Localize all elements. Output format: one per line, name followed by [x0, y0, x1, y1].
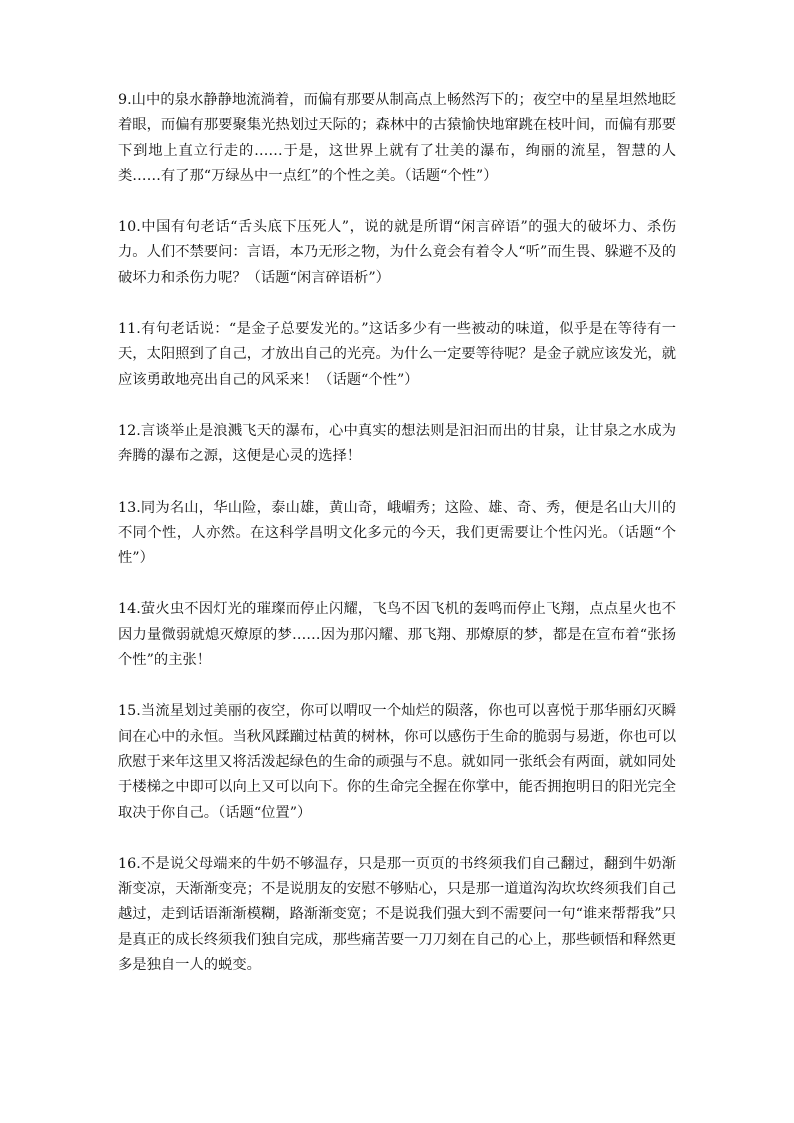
- paragraph-12: 12.言谈举止是浪溅飞天的瀑布，心中真实的想法则是汩汩而出的甘泉，让甘泉之水成为奔腾的瀑布之源，这便是心灵的选择！: [118, 422, 676, 465]
- paragraph-16: 16.不是说父母端来的牛奶不够温存，只是那一页页的书终须我们自己翻过，翻到牛奶渐渐变凉，天渐渐变亮；不是说朋友的安慰不够贴心，只是那一道道沟沟坎坎终须我们自己越过，走到话语渐渐模糊，路渐渐变宽；不是说我们强大到不需要问一句“谁来帮帮我”只是真正的成长终须我们独自完成，那些痛苦要一刀刀刻在自己的心上，那些顿悟和释然更多是独自一人的蜕变。: [118, 855, 676, 974]
- paragraph-13: 13.同为名山，华山险，泰山雄，黄山奇，峨嵋秀；这险、雄、奇、秀，便是名山大川的不同个性，人亦然。在这科学昌明文化多元的今天，我们更需要让个性闪光。（话题“个性”）: [118, 499, 676, 567]
- paragraph-10: 10.中国有句老话“舌头底下压死人”，说的就是所谓“闲言碎语”的强大的破坏力、杀伤力。人们不禁要问：言语，本乃无形之物，为什么竟会有着令人“听”而生畏、躲避不及的破坏力和杀伤力呢？（话题“闲言碎语析”）: [118, 219, 676, 286]
- paragraph-9: 9.山中的泉水静静地流淌着，而偏有那要从制高点上畅然泻下的；夜空中的星星坦然地眨着眼，而偏有那要聚集光热划过天际的；森林中的古猿愉快地窜跳在枝叶间，而偏有那要下到地上直立行走的……于是，这世界上就有了壮美的瀑布，绚丽的流星，智慧的人类……有了那“万绿丛中一点红”的个性之美。（话题“个性”）: [118, 92, 676, 184]
- paragraph-11: 11.有句老话说：“是金子总要发光的。”这话多少有一些被动的味道，似乎是在等待有一天，太阳照到了自己，才放出自己的光亮。为什么一定要等待呢？是金子就应该发光，就应该勇敢地亮出自己的风采来！（话题“个性”）: [118, 321, 676, 388]
- paragraph-15: 15.当流星划过美丽的夜空，你可以喟叹一个灿烂的陨落，你也可以喜悦于那华丽幻灭瞬间在心中的永恒。当秋风蹂躏过枯黄的树林，你可以感伤于生命的脆弱与易逝，你也可以欣慰于来年这里又将活泼起绿色的生命的顽强与不息。就如同一张纸会有两面，就如同处于楼梯之中即可以向上又可以向下。你的生命完全握在你掌中，能否拥抱明日的阳光完全取决于你自己。（话题“位置”）: [118, 703, 676, 821]
- paragraph-14: 14.萤火虫不因灯光的璀璨而停止闪耀，飞鸟不因飞机的轰鸣而停止飞翔，点点星火也不因力量微弱就熄灭燎原的梦……因为那闪耀、那飞翔、那燎原的梦，都是在宣布着“张扬个性”的主张！: [118, 601, 676, 669]
- document-page: [118, 88, 676, 1004]
